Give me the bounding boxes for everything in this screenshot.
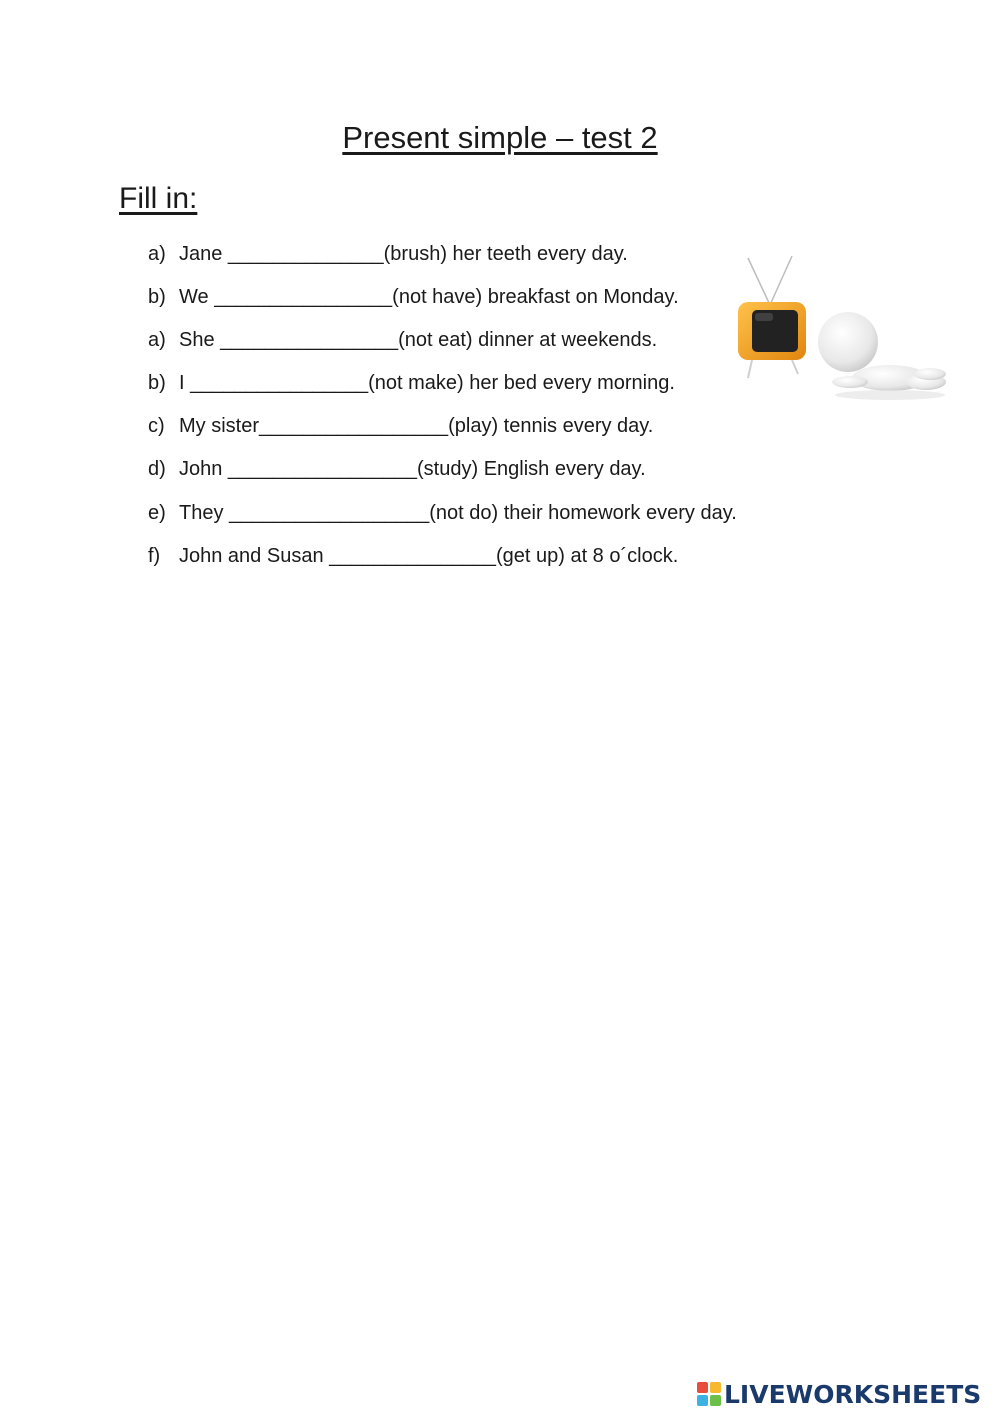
figure-shadow	[835, 390, 945, 400]
item-marker: d)	[148, 458, 166, 481]
item-marker: a)	[148, 329, 166, 352]
tv-watching-figure-icon	[730, 250, 950, 410]
item-marker: c)	[148, 415, 165, 438]
item-text: John _________________(study) English every day.	[179, 458, 646, 481]
item-text: I ________________(not make) her bed every morning.	[179, 372, 675, 395]
exercise-item	[148, 412, 737, 455]
exercise-item	[148, 369, 737, 412]
figure-leg	[914, 368, 946, 380]
figure-head	[818, 312, 878, 372]
exercise-list	[148, 240, 737, 585]
exercise-item	[148, 326, 737, 369]
tv-illustration-svg	[730, 250, 950, 410]
exercise-item	[148, 455, 737, 498]
exercise-item	[148, 240, 737, 283]
item-marker: b)	[148, 372, 166, 395]
item-text: John and Susan _______________(get up) at 8 o´clock.	[179, 544, 679, 567]
liveworksheets-logo	[697, 1376, 981, 1412]
item-text: They __________________(not do) their homework every day.	[179, 501, 737, 524]
antenna-right	[770, 256, 792, 305]
item-marker: f)	[148, 544, 161, 567]
figure-arm	[832, 376, 868, 388]
logo-text: LIVEWORKSHEETS	[724, 1379, 982, 1409]
page-title: Present simple – test 2	[342, 120, 658, 155]
exercise-item	[148, 499, 737, 542]
item-marker: b)	[148, 286, 166, 309]
item-text: She ________________(not eat) dinner at weekends.	[179, 329, 658, 352]
tv-screen-glare	[755, 313, 773, 321]
antenna-left	[748, 258, 770, 305]
instruction-heading: Fill in:	[119, 182, 198, 215]
tv-leg	[748, 360, 752, 378]
item-text: We ________________(not have) breakfast on Monday.	[179, 286, 679, 309]
tv-leg	[792, 360, 798, 374]
item-marker: a)	[148, 243, 166, 265]
exercise-item	[148, 542, 737, 585]
item-text: Jane ______________(brush) her teeth every day.	[179, 243, 628, 265]
item-marker: e)	[148, 501, 166, 524]
exercise-item	[148, 283, 737, 326]
logo-mark-icon	[697, 1382, 721, 1406]
item-text: My sister_________________(play) tennis every day.	[179, 415, 654, 438]
